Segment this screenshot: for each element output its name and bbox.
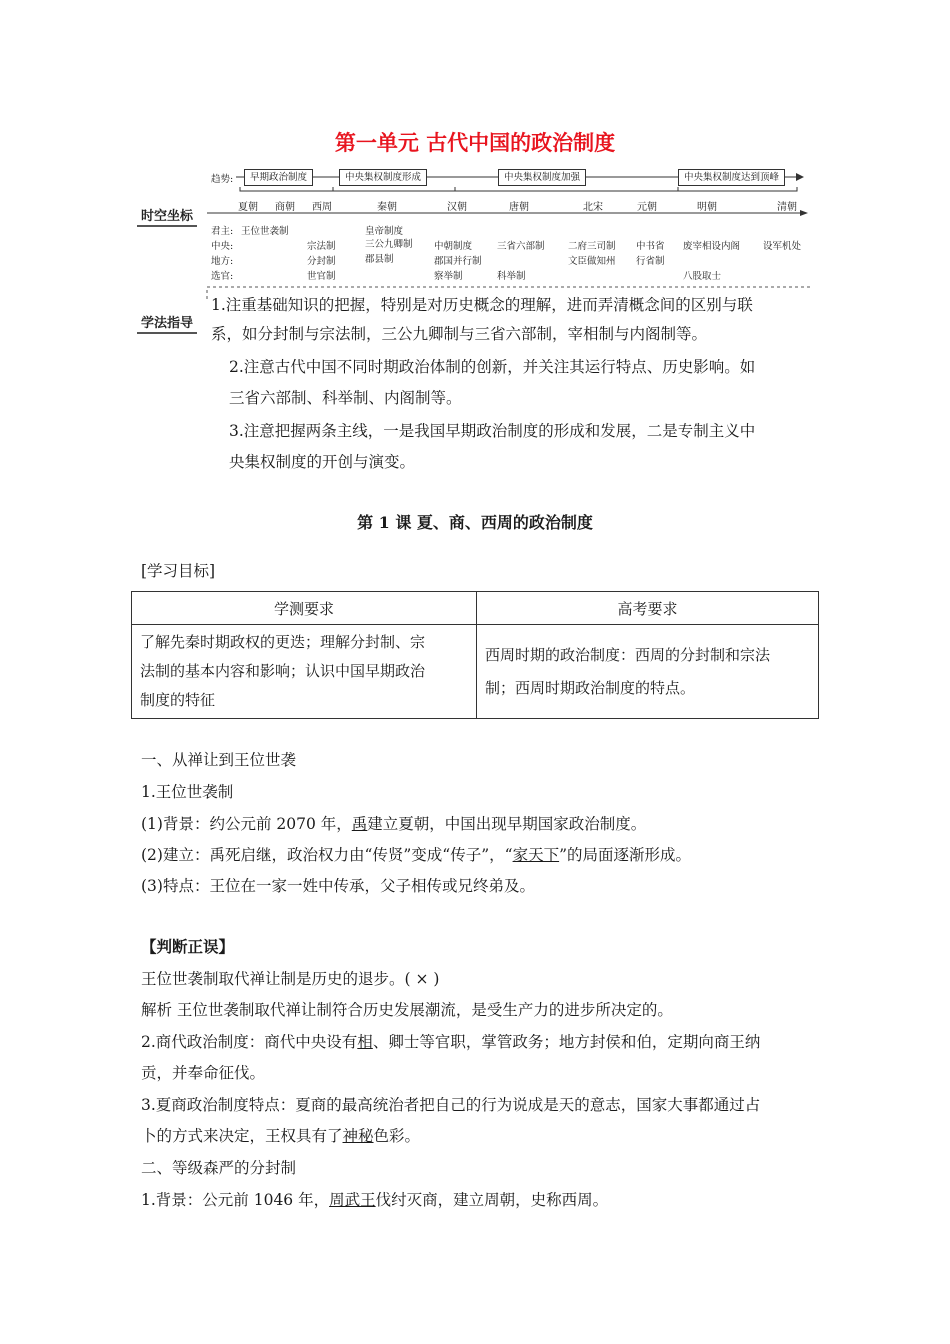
entry-erfu: 二府三司制 <box>568 241 616 252</box>
row-label-central: 中央: <box>211 241 234 252</box>
method-label: 学法指导 <box>137 312 197 334</box>
underlined-term: 家天下 <box>512 846 560 864</box>
dynasty-beisong: 北宋 <box>583 202 603 213</box>
entry-junjichu: 设军机处 <box>763 241 802 252</box>
entry-sansheng: 三省六部制 <box>497 241 545 252</box>
row-label-monarch: 君主: <box>211 226 234 237</box>
trend-box-2: 中央集权制度形成 <box>339 169 427 186</box>
underlined-term: 神秘 <box>342 1127 374 1145</box>
underlined-term: 周武王 <box>329 1191 376 1209</box>
entry-xingsheng: 行省制 <box>636 256 665 267</box>
dynasty-qin: 秦朝 <box>377 202 397 213</box>
entry-jungu: 郡国并行制 <box>434 256 482 267</box>
lesson-title: 第 1 课 夏、商、西周的政治制度 <box>357 513 593 532</box>
method-line-1: 1.注重基础知识的把握，特别是对历史概念的理解，进而弄清概念间的区别与联 <box>211 296 753 314</box>
goals-right-line: 西周时期的政治制度：西周的分封制和宗法 <box>485 645 771 664</box>
xiashang-line-1: 3.夏商政治制度特点：夏商的最高统治者把自己的行为说成是天的意志，国家大事都通过占 <box>141 1096 761 1114</box>
judge-question: 王位世袭制取代禅让制是历史的退步。( × ) <box>141 970 440 988</box>
zhou-background-line: 1.背景：公元前 1046 年，周武王伐纣灭商，建立周朝，史称西周。 <box>141 1191 609 1209</box>
entry-junxian: 郡县制 <box>365 254 394 265</box>
entry-bagu: 八股取士 <box>683 271 722 282</box>
goals-table <box>131 591 819 719</box>
timeline-label: 时空坐标 <box>137 205 197 227</box>
entry-zhongchao: 中朝制度 <box>434 241 473 252</box>
entry-zongfa: 宗法制 <box>307 241 336 252</box>
dynasty-tang: 唐朝 <box>509 202 529 213</box>
subheading-1: 1.王位世袭制 <box>141 783 234 801</box>
goals-header-left: 学测要求 <box>132 592 477 625</box>
underlined-term: 禹 <box>351 815 368 833</box>
entry-feichen: 废宰相设内阁 <box>683 241 741 252</box>
goals-label: [学习目标] <box>141 562 216 580</box>
method-line-3: 2.注意古代中国不同时期政治体制的创新，并关注其运行特点、历史影响。如 <box>229 358 756 376</box>
dynasty-qing: 清朝 <box>777 202 797 213</box>
judge-analysis: 解析 王位世袭制取代禅让制符合历史发展潮流，是受生产力的进步所决定的。 <box>141 1001 673 1019</box>
entry-zhongshu: 中书省 <box>636 241 665 252</box>
method-line-6: 央集权制度的开创与演变。 <box>229 453 416 471</box>
entry-chaju: 察举制 <box>434 271 463 282</box>
method-line-4: 三省六部制、科举制、内阁制等。 <box>229 389 462 407</box>
unit-title: 第一单元 古代中国的政治制度 <box>334 131 616 155</box>
row-label-local: 地方: <box>211 256 234 267</box>
xiashang-line-2: 卜的方式来决定，王权具有了神秘色彩。 <box>141 1127 421 1145</box>
dynasty-xizhou: 西周 <box>312 202 332 213</box>
method-line-2: 系，如分封制与宗法制，三公九卿制与三省六部制，宰相制与内阁制等。 <box>211 325 708 343</box>
heading-2: 二、等级森严的分封制 <box>141 1159 297 1177</box>
dynasty-yuan: 元朝 <box>637 202 657 213</box>
feature-line: (3)特点：王位在一家一姓中传承，父子相传或兄终弟及。 <box>141 877 535 895</box>
establish-line: (2)建立：禹死启继，政治权力由“传贤”变成“传子”，“家天下”的局面逐渐形成。 <box>141 846 692 864</box>
goals-cell-left <box>132 625 477 719</box>
entry-keju: 科举制 <box>497 271 526 282</box>
entry-wenchen: 文臣做知州 <box>568 256 616 267</box>
dynasty-ming: 明朝 <box>697 202 717 213</box>
shang-line-1: 2.商代政治制度：商代中央设有相、卿士等官职，掌管政务；地方封侯和伯，定期向商王纳 <box>141 1033 761 1051</box>
shang-line-2: 贡，并奉命征伐。 <box>141 1064 266 1082</box>
goals-cell-right <box>477 625 819 719</box>
row-label-selection: 选官: <box>211 271 234 282</box>
trend-box-1: 早期政治制度 <box>244 169 313 186</box>
entry-fenfeng: 分封制 <box>307 256 336 267</box>
judge-label: 【判断正误】 <box>141 937 235 956</box>
goals-right-line: 制；西周时期政治制度的特点。 <box>485 678 696 697</box>
goals-header-right: 高考要求 <box>477 592 819 625</box>
trend-box-3: 中央集权制度加强 <box>498 169 586 186</box>
trend-label: 趋势: <box>211 174 234 185</box>
goals-left-line: 法制的基本内容和影响；认识中国早期政治 <box>140 662 426 680</box>
entry-huangdi: 皇帝制度 <box>365 226 404 237</box>
underlined-term: 相 <box>357 1033 373 1051</box>
dynasty-han: 汉朝 <box>447 202 467 213</box>
background-line: (1)背景：约公元前 2070 年，禹建立夏朝，中国出现早期国家政治制度。 <box>141 815 647 833</box>
entry-wangwei: 王位世袭制 <box>241 226 289 237</box>
trend-box-4: 中央集权制度达到顶峰 <box>678 169 785 186</box>
dynasty-shang: 商朝 <box>275 202 295 213</box>
goals-left-line: 了解先秦时期政权的更迭；理解分封制、宗 <box>140 633 426 651</box>
method-line-5: 3.注意把握两条主线，一是我国早期政治制度的形成和发展，二是专制主义中 <box>229 422 756 440</box>
entry-sangong: 三公九卿制 <box>365 239 413 250</box>
entry-shiguan: 世官制 <box>307 271 336 282</box>
heading-1: 一、从禅让到王位世袭 <box>141 751 297 769</box>
goals-left-line: 制度的特征 <box>140 691 216 709</box>
dynasty-xia: 夏朝 <box>238 202 258 213</box>
